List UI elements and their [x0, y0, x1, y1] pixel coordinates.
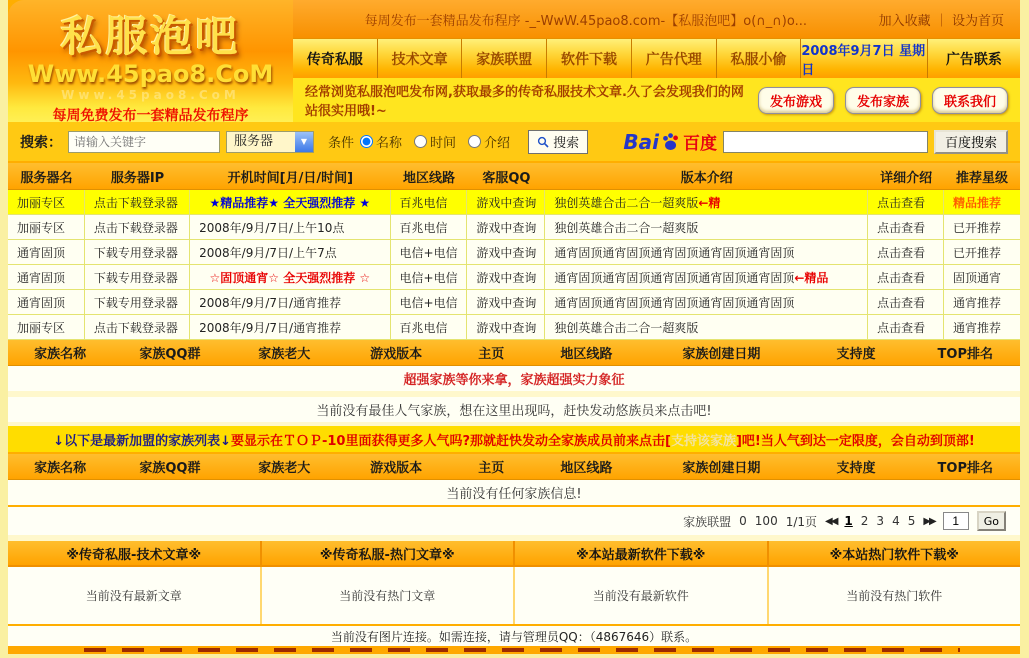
- condition-radio-group: [360, 132, 522, 151]
- baidu-logo-bai: Bai: [623, 129, 659, 154]
- col-homepage: 主页: [478, 461, 505, 476]
- download-launcher-link[interactable]: 点击下载登录器: [85, 215, 190, 239]
- nav-item-tech-articles[interactable]: 技术文章: [378, 39, 463, 78]
- set-homepage-link[interactable]: 设为首页: [951, 13, 1004, 29]
- bottom-section-content: [8, 567, 1020, 624]
- col-star-rating: 推荐星级: [955, 170, 1008, 186]
- add-favorite-link[interactable]: 加入收藏: [878, 13, 931, 29]
- page-container: [8, 0, 1020, 654]
- family-banner: [8, 426, 1020, 452]
- version-text: 独创英雄合击二合一超爽版: [554, 220, 699, 235]
- banner-part1: ↓以下是最新加盟的家族列表↓: [53, 433, 231, 449]
- col-server-ip: 服务器IP: [110, 170, 165, 186]
- detail-link[interactable]: 点击查看: [868, 265, 944, 289]
- new-software-empty: 当前没有最新软件: [515, 567, 769, 624]
- detail-link[interactable]: 点击查看: [868, 290, 944, 314]
- download-launcher-link[interactable]: 点击下载登录器: [85, 190, 190, 214]
- star-rating: 精品推荐: [953, 195, 1002, 210]
- col-region: 地区线路: [560, 461, 613, 476]
- page-number-3[interactable]: 3: [876, 514, 885, 528]
- page-number-2[interactable]: 2: [860, 514, 869, 528]
- version-text: 通宵固顶通宵固顶通宵固顶通宵固顶通宵固顶: [554, 270, 795, 285]
- search-type-select[interactable]: [226, 131, 314, 153]
- server-row: [8, 315, 1020, 340]
- main-nav: [293, 38, 1020, 78]
- search-input[interactable]: [68, 131, 220, 153]
- star-rating: 通宵推荐: [953, 295, 1002, 310]
- family-empty-row: [8, 480, 1020, 505]
- star-rating: 已开推荐: [953, 220, 1002, 235]
- region-line: 百兆电信: [391, 215, 468, 239]
- service-qq: 游戏中查询: [467, 215, 545, 239]
- open-time: ☆固顶通宵☆ 全天强烈推荐 ☆: [190, 265, 390, 289]
- radio-intro-label: 介绍: [484, 136, 511, 151]
- search-label: 搜索：: [20, 134, 62, 151]
- server-row: [8, 215, 1020, 240]
- open-time: 2008年/9月/7日/上午10点: [190, 215, 390, 239]
- best-family-empty-text: 当前没有最佳人气家族，想在这里出现吗，赶快发动悠族员来点击吧!: [316, 404, 712, 419]
- footer-notice: [8, 626, 1020, 646]
- marquee-text: 经常浏览私服泡吧发布网,获取最多的传奇私服技术文章.久了会发现我们的网站很实用哦!~: [305, 85, 744, 119]
- service-qq: 游戏中查询: [467, 240, 545, 264]
- topbar-announcement: 每周发布一套精品发布程序 -_-WwW.45pao8.com-【私服泡吧】o(∩_∩)o...: [364, 13, 807, 29]
- download-launcher-link[interactable]: 下载专用登录器: [85, 265, 190, 289]
- baidu-search-area: [623, 129, 1008, 154]
- col-family-qq: 家族QQ群: [139, 461, 201, 476]
- star-rating: 固顶通宵: [953, 270, 1002, 285]
- detail-link[interactable]: 点击查看: [868, 215, 944, 239]
- server-row: [8, 265, 1020, 290]
- col-game-version: 游戏版本: [370, 347, 423, 362]
- download-launcher-link[interactable]: 下载专用登录器: [85, 290, 190, 314]
- link-separator: ｜: [934, 13, 948, 29]
- radio-time-label: 时间: [430, 136, 457, 151]
- version-intro: [545, 240, 868, 264]
- best-family-empty-row: [8, 397, 1020, 422]
- nav-item-sifu-thief[interactable]: 私服小偷: [717, 39, 802, 78]
- download-launcher-link[interactable]: 点击下载登录器: [85, 315, 190, 339]
- service-qq: 游戏中查询: [467, 290, 545, 314]
- col-family-leader: 家族老大: [258, 347, 311, 362]
- new-software-title: ※本站最新软件下载※: [515, 541, 769, 565]
- footer-text: 当前没有图片连接。如需连接，请与管理员QQ：（4867646）联系。: [330, 629, 698, 644]
- logo-url: Www.45pao8.CoM: [27, 60, 274, 88]
- version-intro: [545, 190, 868, 214]
- family-table-header-2: [8, 454, 1020, 480]
- pagination-label: 家族联盟: [683, 514, 732, 529]
- pagination-count: 0: [739, 514, 747, 528]
- version-text: 通宵固顶通宵固顶通宵固顶通宵固顶通宵固顶: [554, 295, 795, 310]
- detail-link[interactable]: 点击查看: [868, 315, 944, 339]
- family-promo-text: 超强家族等你来拿，家族超强实力象征: [403, 373, 625, 388]
- col-support: 支持度: [836, 347, 876, 362]
- server-name[interactable]: 通宵固顶: [8, 265, 85, 289]
- server-name[interactable]: 加丽专区: [8, 315, 85, 339]
- last-page-icon[interactable]: ▶▶: [923, 515, 935, 527]
- search-icon: [537, 136, 549, 148]
- server-name[interactable]: 加丽专区: [8, 190, 85, 214]
- topbar: [293, 0, 1020, 38]
- col-detail-intro: 详细介绍: [880, 170, 933, 186]
- pagination-pagesize: 100: [754, 514, 778, 528]
- service-qq: 游戏中查询: [467, 190, 545, 214]
- condition-label: 条件: [328, 136, 355, 151]
- col-service-qq: 客服QQ: [482, 170, 531, 186]
- col-region-line: 地区线路: [402, 170, 455, 186]
- contact-us-button[interactable]: 联系我们: [932, 87, 1008, 114]
- tech-articles-title: ※传奇私服-技术文章※: [8, 541, 262, 565]
- col-homepage: 主页: [478, 347, 505, 362]
- tech-articles-empty: 当前没有最新文章: [8, 567, 262, 624]
- logo-title: 私服泡吧: [60, 12, 241, 61]
- col-family-name: 家族名称: [34, 347, 87, 362]
- logo-slogan: 每周免费发布一套精品发布程序: [52, 108, 249, 124]
- hot-articles-empty: 当前没有热门文章: [262, 567, 516, 624]
- baidu-logo[interactable]: [623, 129, 717, 154]
- col-create-date: 家族创建日期: [682, 461, 761, 476]
- open-time: ★精品推荐★ 全天强烈推荐 ★: [190, 190, 390, 214]
- radio-option-name[interactable]: [360, 132, 402, 151]
- col-game-version: 游戏版本: [370, 461, 423, 476]
- baidu-search-button[interactable]: 百度搜索: [934, 130, 1008, 154]
- version-intro: [545, 290, 868, 314]
- col-server-name: 服务器名: [20, 170, 73, 186]
- version-suffix: ←精: [698, 195, 721, 210]
- radio-time[interactable]: [414, 135, 427, 148]
- col-top-rank: TOP排名: [937, 461, 993, 476]
- nav-item-ad-contact[interactable]: 广告联系: [945, 51, 1002, 68]
- marquee-row: [293, 78, 1020, 122]
- logo-watermark: Www.45pao8.CoM: [61, 88, 240, 102]
- pagination-pageinfo: 1/1页: [785, 514, 818, 529]
- col-region: 地区线路: [560, 347, 613, 362]
- col-create-date: 家族创建日期: [682, 347, 761, 362]
- server-row: [8, 290, 1020, 315]
- search-type-value: 服务器: [234, 133, 274, 149]
- site-logo[interactable]: [8, 0, 293, 122]
- page-number-5[interactable]: 5: [907, 514, 916, 528]
- server-name[interactable]: 通宵固顶: [8, 290, 85, 314]
- col-family-name: 家族名称: [34, 461, 87, 476]
- region-line: 电信+电信: [391, 265, 468, 289]
- topbar-links: [879, 10, 1020, 29]
- radio-option-intro[interactable]: [468, 132, 510, 151]
- nav-item-family-union[interactable]: 家族联盟: [462, 39, 547, 78]
- chevron-down-icon: ▼: [295, 132, 313, 152]
- clipped-footer-strip: [8, 646, 1020, 654]
- col-top-rank: TOP排名: [937, 347, 993, 362]
- version-text: 通宵固顶通宵固顶通宵固顶通宵固顶通宵固顶: [554, 245, 795, 260]
- bottom-section-headers: [8, 541, 1020, 567]
- radio-intro[interactable]: [468, 135, 481, 148]
- download-launcher-link[interactable]: 下载专用登录器: [85, 240, 190, 264]
- service-qq: 游戏中查询: [467, 265, 545, 289]
- hot-articles-title: ※传奇私服-热门文章※: [262, 541, 516, 565]
- family-empty-text: 当前没有任何家族信息!: [446, 487, 582, 502]
- version-text: 独创英雄合击二合一超爽版: [554, 195, 699, 210]
- banner-part3: ]吧!当人气到达一定限度，会自动到顶部!: [735, 433, 975, 449]
- open-time: 2008年/9月/7日/通宵推荐: [190, 290, 390, 314]
- hot-software-title: ※本站热门软件下载※: [829, 547, 959, 563]
- version-intro: [545, 265, 868, 289]
- col-support: 支持度: [836, 461, 876, 476]
- star-rating: 通宵推荐: [953, 320, 1002, 335]
- open-time: 2008年/9月/7日/上午7点: [190, 240, 390, 264]
- page-go-button[interactable]: Go: [977, 511, 1006, 531]
- current-date: 2008年9月7日 星期日: [801, 39, 928, 78]
- family-promo-row: [8, 366, 1020, 391]
- nav-item-chuanqi-sifu[interactable]: 传奇私服: [293, 39, 378, 78]
- nav-item-software-download[interactable]: 软件下载: [547, 39, 632, 78]
- radio-option-time[interactable]: [414, 132, 456, 151]
- page-number-4[interactable]: 4: [892, 514, 900, 528]
- server-name[interactable]: 加丽专区: [8, 215, 85, 239]
- baidu-logo-cn: 百度: [682, 134, 717, 154]
- header-right: [293, 0, 1020, 122]
- col-family-qq: 家族QQ群: [139, 347, 201, 362]
- pagination-bar: [8, 507, 1020, 535]
- version-intro: [545, 315, 868, 339]
- region-line: 电信+电信: [391, 240, 468, 264]
- col-version-intro: 版本介绍: [680, 170, 733, 186]
- nav-item-ad-agent[interactable]: 广告代理: [632, 39, 717, 78]
- col-open-time: 开机时间[月/日/时间]: [227, 170, 354, 186]
- hot-software-empty: 当前没有热门软件: [846, 589, 943, 603]
- server-name[interactable]: 通宵固顶: [8, 240, 85, 264]
- banner-part2: 要显示在ＴＯＰ-10里面获得更多人气吗?那就赶快发动全家族成员前来点击[: [230, 433, 671, 449]
- page-number-1[interactable]: 1: [844, 514, 853, 528]
- open-time: 2008年/9月/7日/通宵推荐: [190, 315, 390, 339]
- service-qq: 游戏中查询: [467, 315, 545, 339]
- first-page-icon[interactable]: ◀◀: [825, 515, 837, 527]
- region-line: 百兆电信: [391, 190, 468, 214]
- page-jump-input[interactable]: [943, 512, 969, 530]
- region-line: 百兆电信: [391, 315, 468, 339]
- server-row: [8, 190, 1020, 215]
- baidu-paw-icon: [660, 131, 682, 153]
- radio-name-label: 名称: [376, 136, 403, 151]
- server-row: [8, 240, 1020, 265]
- star-rating: 已开推荐: [953, 245, 1002, 260]
- header: [8, 0, 1020, 122]
- version-intro: [545, 215, 868, 239]
- publish-family-button[interactable]: 发布家族: [845, 87, 921, 114]
- detail-link[interactable]: 点击查看: [868, 240, 944, 264]
- clipped-footer-text-decoration: [68, 648, 960, 652]
- search-bar: [8, 122, 1020, 161]
- publish-game-button[interactable]: 发布游戏: [758, 87, 834, 114]
- detail-link[interactable]: 点击查看: [868, 190, 944, 214]
- search-button-label: 搜索: [553, 136, 580, 151]
- search-button[interactable]: [528, 130, 588, 154]
- col-family-leader: 家族老大: [258, 461, 311, 476]
- version-text: 独创英雄合击二合一超爽版: [554, 320, 699, 335]
- support-family-link[interactable]: 支持该家族: [670, 433, 736, 449]
- family-table-header: [8, 340, 1020, 366]
- radio-name[interactable]: [360, 135, 373, 148]
- server-table-header: [8, 163, 1020, 190]
- baidu-search-input[interactable]: [723, 131, 928, 153]
- version-suffix: ←精品: [794, 270, 829, 285]
- region-line: 电信+电信: [391, 290, 468, 314]
